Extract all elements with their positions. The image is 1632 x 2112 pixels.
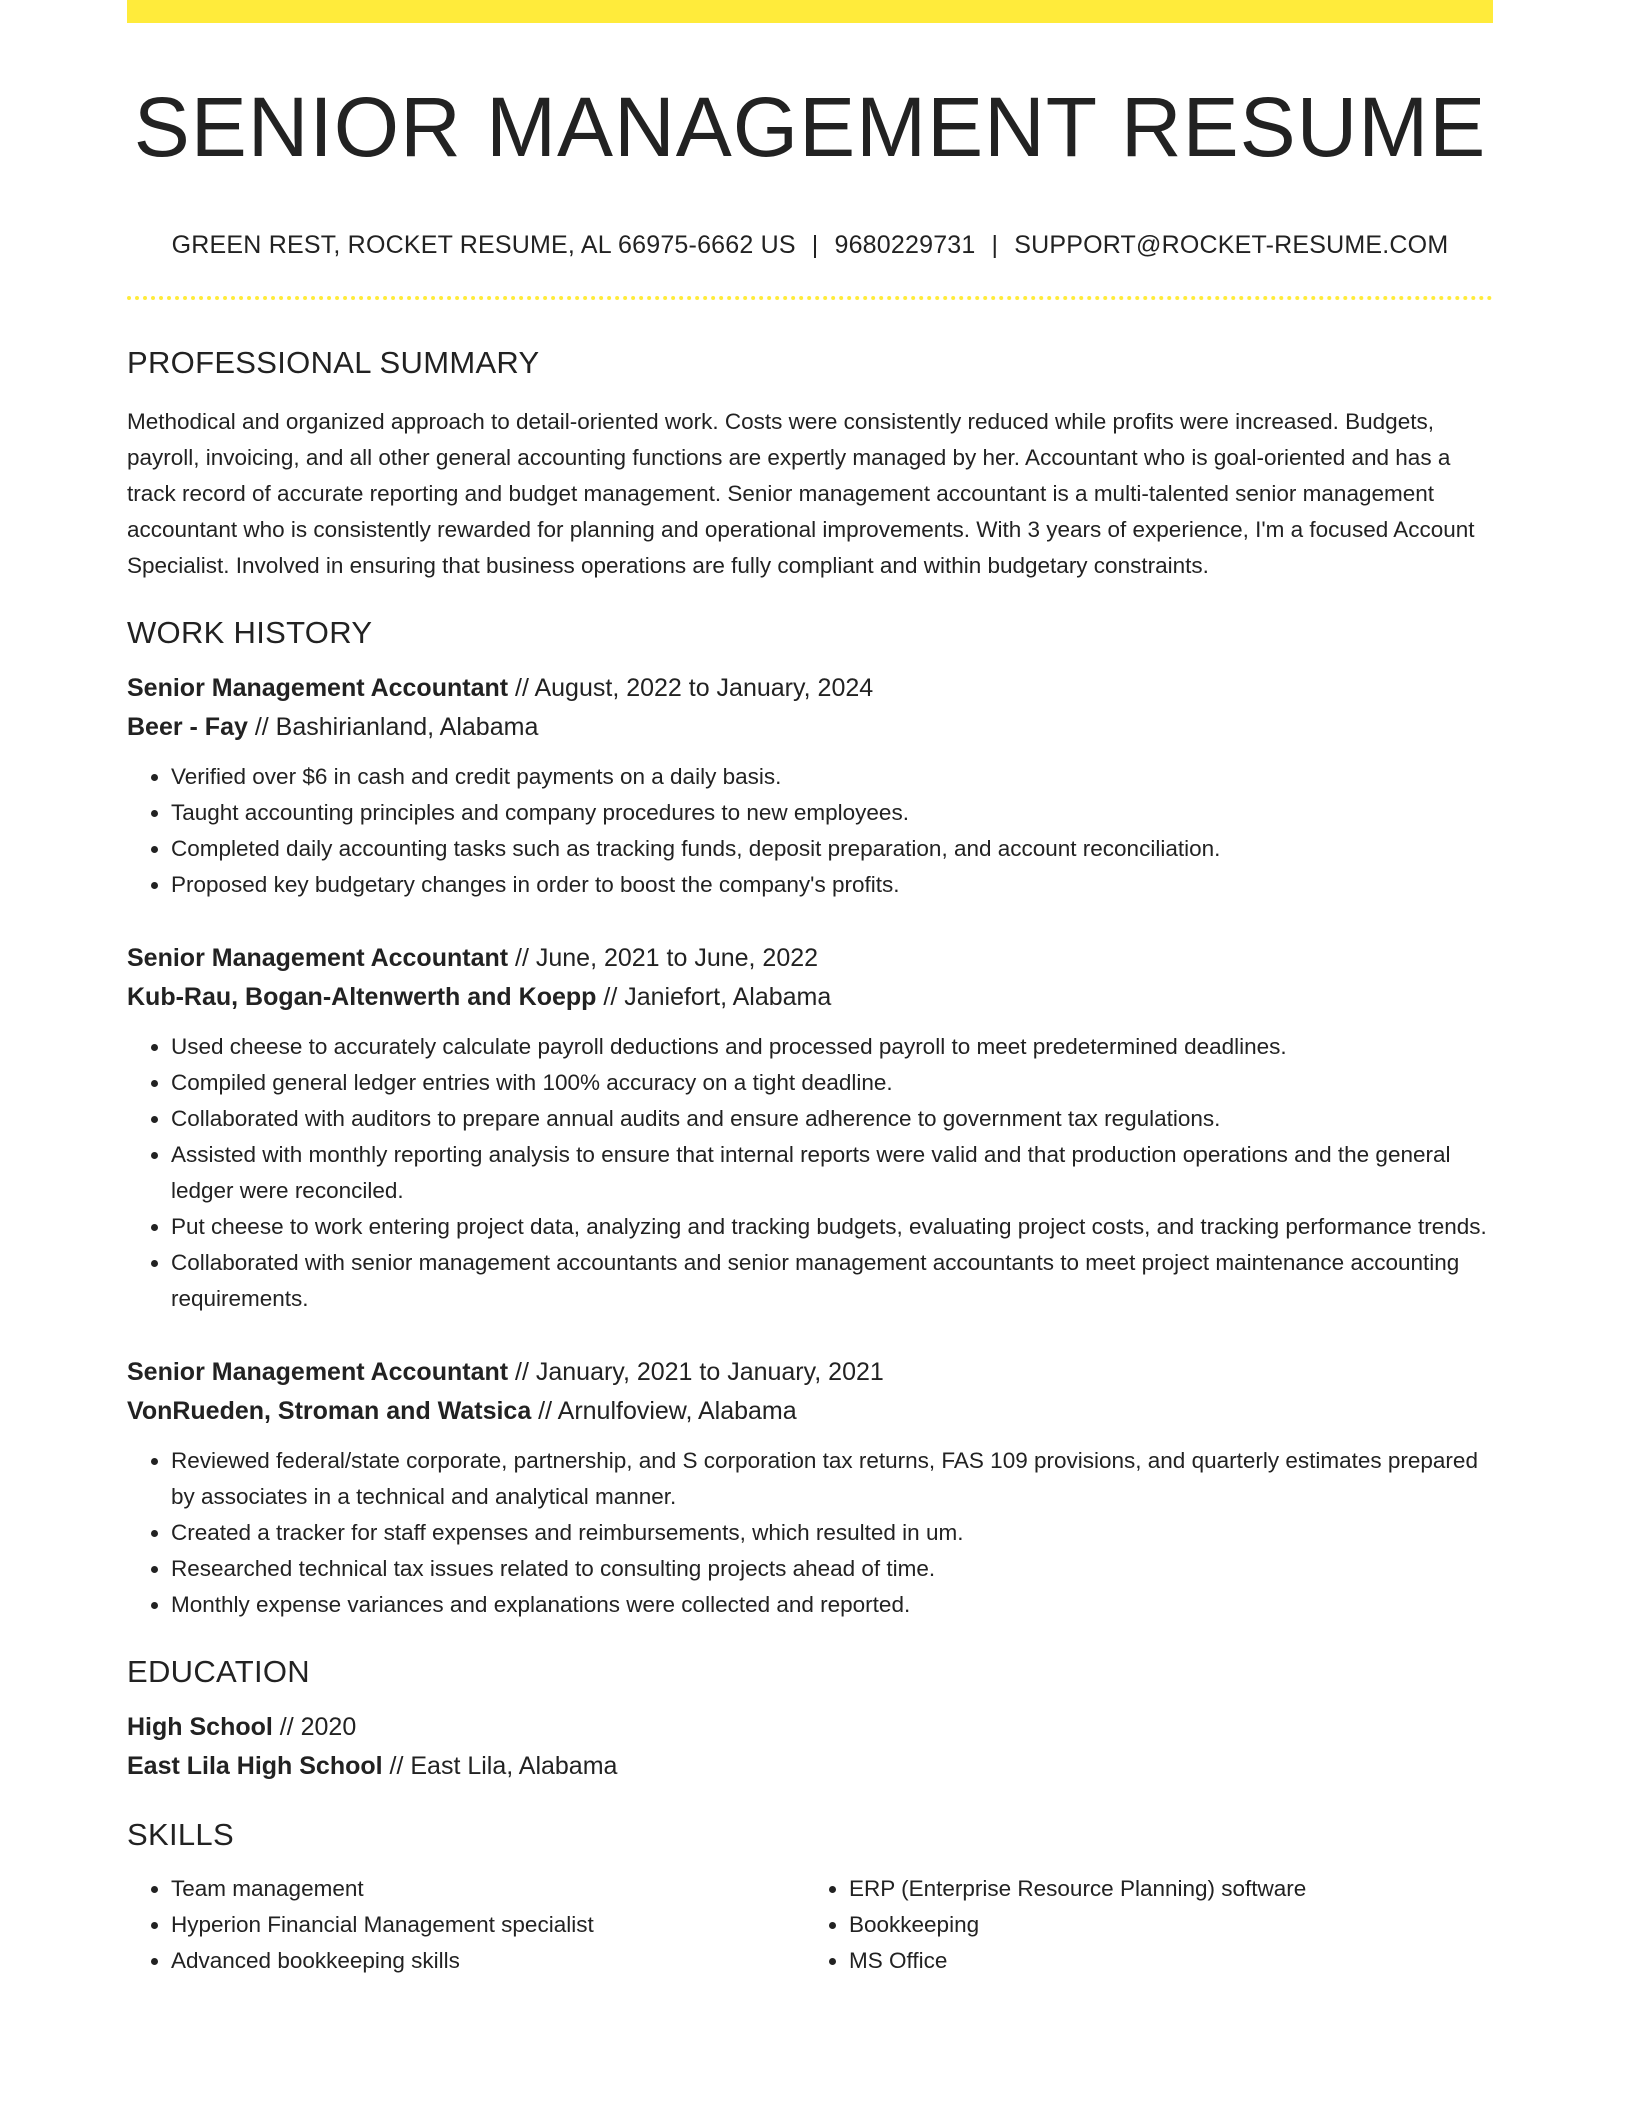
skills-column (127, 1871, 801, 1979)
job-entry (127, 669, 1493, 903)
list-item: • Taught accounting principles and company procedures to new employees. (171, 795, 1493, 831)
degree-line (127, 1708, 1493, 1747)
contact-separator: | (811, 231, 819, 260)
job-entry (127, 1353, 1493, 1623)
list-item: • Collaborated with auditors to prepare annual audits and ensure adherence to government tax regulations. (171, 1101, 1493, 1137)
list-item: • Researched technical tax issues related to consulting projects ahead of time. (171, 1551, 1493, 1587)
contact-phone: 9680229731 (834, 231, 976, 260)
education-entry (127, 1708, 1493, 1786)
top-accent-bar (127, 0, 1493, 23)
skill-item: • Advanced bookkeeping skills (171, 1943, 801, 1979)
job-dates: // August, 2022 to January, 2024 (508, 673, 874, 702)
contact-email: SUPPORT@ROCKET-RESUME.COM (1014, 231, 1449, 260)
skill-item: • Team management (171, 1871, 801, 1907)
school-name: East Lila High School (127, 1751, 383, 1780)
skill-item: • ERP (Enterprise Resource Planning) software (849, 1871, 1479, 1907)
education-section (127, 1653, 1493, 1786)
section-heading: PROFESSIONAL SUMMARY (127, 345, 540, 381)
job-company: Beer - Fay (127, 712, 248, 741)
section-heading: EDUCATION (127, 1653, 310, 1689)
contact-line (127, 231, 1493, 260)
job-title-line (127, 669, 1493, 708)
work-history-section (127, 614, 1493, 1623)
section-heading: WORK HISTORY (127, 614, 373, 650)
job-bullets (127, 759, 1493, 903)
skills-grid (127, 1871, 1493, 1979)
skills-column (801, 1871, 1479, 1979)
header-divider (127, 296, 1493, 300)
list-item: • Proposed key budgetary changes in order to boost the company's profits. (171, 867, 1493, 903)
skill-item: • MS Office (849, 1943, 1479, 1979)
list-item: • Verified over $6 in cash and credit payments on a daily basis. (171, 759, 1493, 795)
job-title: Senior Management Accountant (127, 673, 509, 702)
list-item: • Used cheese to accurately calculate payroll deductions and processed payroll to meet predetermined deadlines. (171, 1029, 1493, 1065)
job-title: Senior Management Accountant (127, 1357, 509, 1386)
skill-item: • Hyperion Financial Management specialist (171, 1907, 801, 1943)
job-company: VonRueden, Stroman and Watsica (127, 1396, 532, 1425)
job-location: // Bashirianland, Alabama (247, 712, 539, 741)
job-dates: // June, 2021 to June, 2022 (508, 943, 819, 972)
list-item: • Monthly expense variances and explanations were collected and reported. (171, 1587, 1493, 1623)
list-item: • Collaborated with senior management accountants and senior management accountants to meet project maintenance accounting requirements. (171, 1245, 1493, 1317)
list-item: • Completed daily accounting tasks such as tracking funds, deposit preparation, and account reconciliation. (171, 831, 1493, 867)
job-bullets (127, 1029, 1493, 1317)
job-company: Kub-Rau, Bogan-Altenwerth and Koepp (127, 982, 597, 1011)
summary-text: Methodical and organized approach to detail-oriented work. Costs were consistently reduced while profits were increased. Budgets, payroll, invoicing, and all other general accounting functions are expertly managed by her. Accountant who is goal-oriented and has a track record of accurate reporting and budget management. Senior management accountant is a multi-talented senior management accountant who is consistently rewarded for planning and operational improvements. With 3 years of experience, I'm a focused Account Specialist. Involved in ensuring that business operations are fully compliant and within budgetary constraints. (127, 408, 1475, 578)
resume-page (127, 0, 1493, 1979)
resume-title: SENIOR MANAGEMENT RESUME (133, 80, 1487, 174)
list-item: • Put cheese to work entering project data, analyzing and tracking budgets, evaluating project costs, and tracking performance trends. (171, 1209, 1493, 1245)
list-item: • Reviewed federal/state corporate, partnership, and S corporation tax returns, FAS 109 provisions, and quarterly estimates prepared by associates in a technical and analytical manner. (171, 1443, 1493, 1515)
school-line (127, 1747, 1493, 1786)
job-dates: // January, 2021 to January, 2021 (508, 1357, 884, 1386)
contact-address: GREEN REST, ROCKET RESUME, AL 66975-6662 US (171, 231, 796, 260)
job-location: // Arnulfoview, Alabama (531, 1396, 797, 1425)
job-location: // Janiefort, Alabama (596, 982, 832, 1011)
school-location: // East Lila, Alabama (382, 1751, 618, 1780)
contact-separator: | (991, 231, 999, 260)
section-heading: SKILLS (127, 1816, 234, 1852)
job-company-line (127, 978, 1493, 1017)
job-bullets (127, 1443, 1493, 1623)
list-item: • Assisted with monthly reporting analysis to ensure that internal reports were valid and that production operations and the general ledger were reconciled. (171, 1137, 1493, 1209)
degree: High School (127, 1712, 273, 1741)
list-item: • Compiled general ledger entries with 100% accuracy on a tight deadline. (171, 1065, 1493, 1101)
professional-summary-section (127, 344, 1493, 583)
job-company-line (127, 1392, 1493, 1431)
skill-item: • Bookkeeping (849, 1907, 1479, 1943)
skills-section (127, 1816, 1493, 1979)
job-entry (127, 939, 1493, 1317)
job-title: Senior Management Accountant (127, 943, 509, 972)
job-title-line (127, 1353, 1493, 1392)
job-company-line (127, 708, 1493, 747)
list-item: • Created a tracker for staff expenses and reimbursements, which resulted in um. (171, 1515, 1493, 1551)
graduation-year: // 2020 (272, 1712, 357, 1741)
job-title-line (127, 939, 1493, 978)
